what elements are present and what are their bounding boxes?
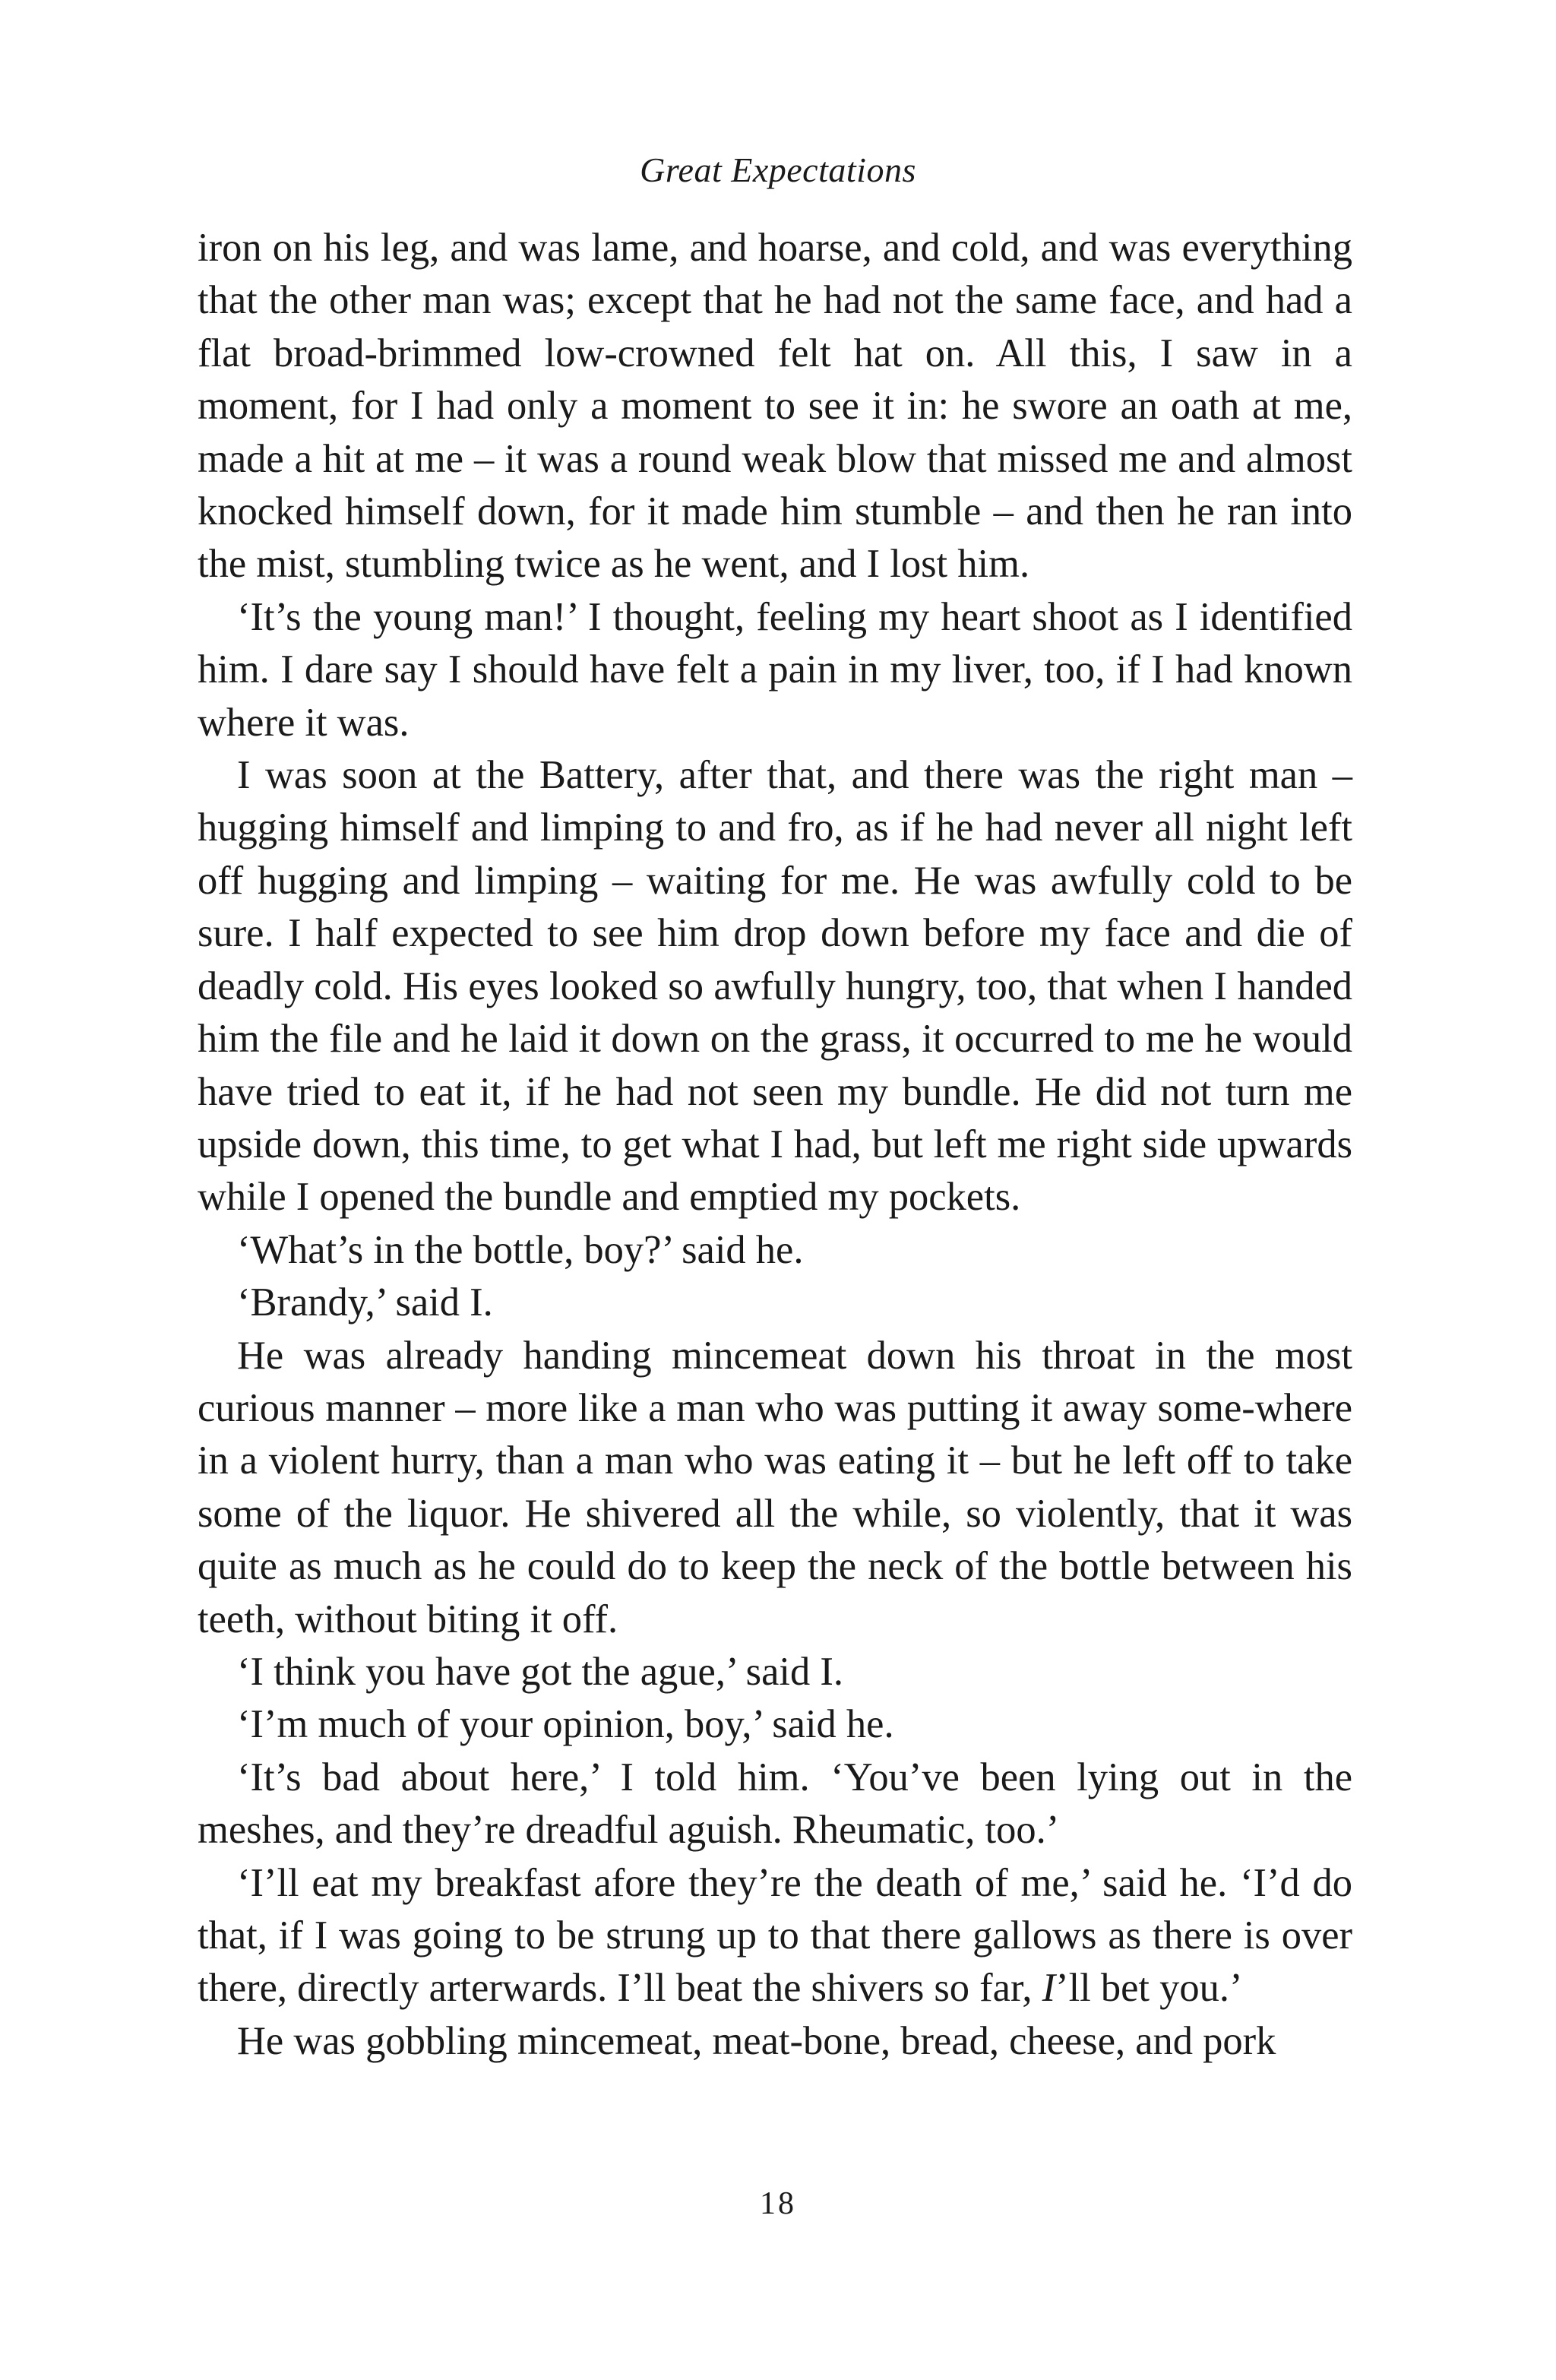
paragraph-text: ‘I’m much of your opinion, boy,’ said he. xyxy=(237,1702,894,1747)
paragraph xyxy=(198,1277,1352,1329)
page-number: 18 xyxy=(760,2186,796,2221)
paragraph xyxy=(198,1752,1352,1857)
paragraph-text: He was already handing mincemeat down his throat in the most curious manner – more like a man who was putting it away some-where in a violent hurry, than a man who was eating it – but he left off to take some of the liquor. He shivered all the while, so violently, that it was quite as much as he could do to keep the neck of the bottle between his teeth, without biting it off. xyxy=(198,1333,1352,1641)
paragraph-text: I was soon at the Battery, after that, and there was the right man – hugging himself and limping to and fro, as if he had never all night left off hugging and limping – waiting for me. He was awfully cold to be sure. I half expected to see him drop down before my face and die of deadly cold. His eyes looked so awfully hungry, too, that when I handed him the file and he laid it down on the grass, it occurred to me he would have tried to eat it, if he had not seen my bundle. He did not turn me upside down, this time, to get what I had, but left me right side upwards while I opened the bundle and emptied my pockets. xyxy=(198,753,1352,1220)
paragraph xyxy=(198,1224,1352,1277)
paragraph xyxy=(198,591,1352,749)
paragraph xyxy=(198,1698,1352,1751)
paragraph-text: iron on his leg, and was lame, and hoarse, and cold, and was everything that the other man was; except that he had not the same face, and had a flat broad-brimmed low-crowned felt hat on. All this, I saw in a moment, for I had only a moment to see it in: he swore an oath at me, made a hit at me – it was a round weak blow that missed me and almost knocked himself down, for it made him stumble – and then he ran into the mist, stumbling twice as he went, and I lost him. xyxy=(198,226,1352,587)
paragraph-text: ‘Brandy,’ said I. xyxy=(237,1280,493,1325)
paragraph-text: ’ll bet you.’ xyxy=(1055,1966,1243,2011)
paragraph-text: ‘It’s bad about here,’ I told him. ‘You’ve been lying out in the meshes, and they’re dreadful aguish. Rheumatic, too.’ xyxy=(198,1755,1352,1853)
paragraph xyxy=(198,1330,1352,1646)
paragraph-text: ‘What’s in the bottle, boy?’ said he. xyxy=(237,1227,804,1272)
italic-text: I xyxy=(1042,1966,1056,2011)
paragraph-text: He was gobbling mincemeat, meat-bone, bread, cheese, and pork xyxy=(237,2018,1276,2063)
paragraph xyxy=(198,222,1352,591)
paragraph xyxy=(198,1857,1352,2015)
paragraph-text: ‘I think you have got the ague,’ said I. xyxy=(237,1649,843,1694)
paragraph xyxy=(198,2015,1352,2068)
paragraph-text: ‘I’ll eat my breakfast afore they’re the death of me,’ said he. ‘I’d do that, if I was going to be strung up to that there gallows as there is over there, directly arterwards. I’ll beat the shivers so far, xyxy=(198,1860,1352,2011)
paragraph xyxy=(198,749,1352,1224)
paragraph-text: ‘It’s the young man!’ I thought, feeling my heart shoot as I identified him. I dare say I should have felt a pain in my liver, too, if I had known where it was. xyxy=(198,594,1352,745)
body-text xyxy=(198,222,1352,2068)
paragraph xyxy=(198,1646,1352,1698)
running-head: Great Expectations xyxy=(640,150,916,189)
